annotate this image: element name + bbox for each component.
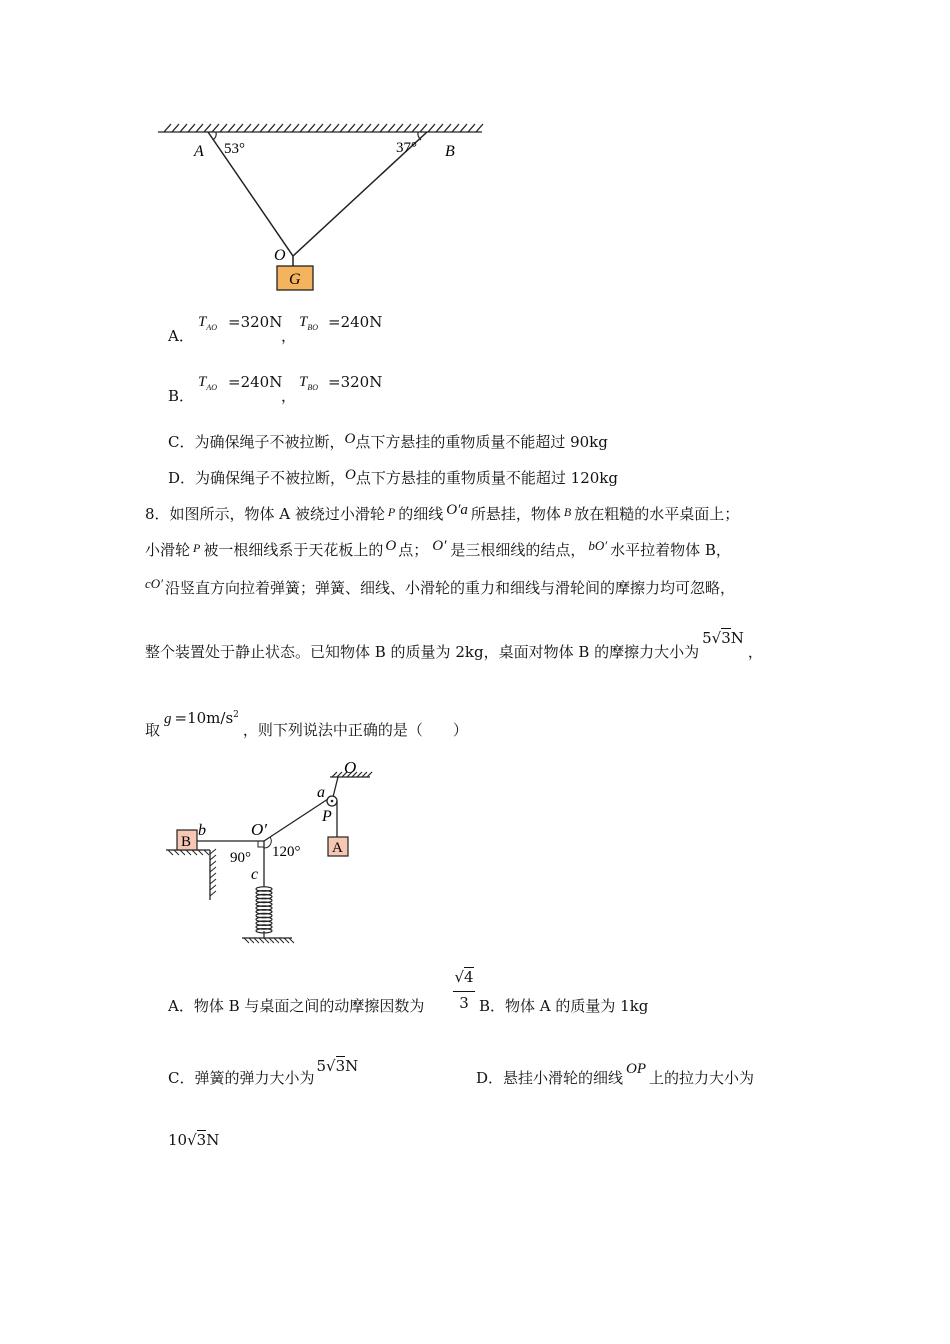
label-b: B — [445, 143, 455, 160]
hatch-line — [168, 850, 173, 855]
q8-l4-coef: 5 — [702, 629, 712, 647]
q8-l5-g: g — [164, 711, 172, 727]
q8-c-text: C．弹簧的弹力大小为 — [168, 1069, 315, 1087]
figure-2-pulley-diagram — [160, 755, 390, 945]
hatch-line — [356, 124, 363, 132]
hatch-line — [260, 124, 267, 132]
q8-l1-c: 所悬挂，物体 — [470, 505, 561, 523]
sqrt-sign: √ — [711, 629, 722, 647]
q8-l1-a: 8．如图所示，物体 A 被绕过小滑轮 — [145, 505, 385, 523]
q7-a-t2-sub: BO — [307, 323, 319, 332]
sqrt-sign-c: √ — [326, 1057, 336, 1075]
q8-c-rad: 3 — [335, 1057, 346, 1075]
q8-l5-formula — [164, 709, 239, 727]
q8-l2-o2: O′ — [432, 538, 447, 554]
hatch-line — [340, 124, 347, 132]
hatch-line — [348, 124, 355, 132]
hatch-line — [274, 938, 279, 943]
hatch-line — [164, 124, 171, 132]
q8-a-text: A．物体 B 与桌面之间的动摩擦因数为 — [168, 997, 425, 1015]
q7-b-t2-letter: T — [299, 374, 308, 390]
hatch-line — [316, 124, 323, 132]
q8-c-coef: 5 — [316, 1057, 327, 1075]
rope-ao — [208, 132, 293, 256]
q7-b-v2: =320N — [328, 373, 383, 391]
hatch-line — [396, 124, 403, 132]
q8-option-d — [476, 1061, 755, 1089]
hatch-line — [210, 873, 216, 878]
angle-arc-b — [418, 132, 421, 140]
hatch-line — [436, 124, 443, 132]
hatch-line — [210, 861, 216, 866]
q8-a-denominator: 3 — [459, 994, 469, 1012]
q8-l4-rad: 3 — [721, 629, 731, 647]
hatch-line — [468, 124, 475, 132]
hatch-line — [412, 124, 419, 132]
q8-l2-e: 水平拉着物体 B， — [610, 541, 731, 559]
hatch-line — [364, 124, 371, 132]
q8-option-c — [168, 1057, 359, 1088]
hatch-line — [332, 124, 339, 132]
fig2-label-o: O — [344, 758, 357, 777]
q8-b-text: B．物体 A 的质量为 1kg — [479, 997, 649, 1015]
q7-a-v2: =240N — [328, 313, 383, 331]
hatch-line — [264, 938, 269, 943]
q8-l5-b: ，则下列说法中正确的是（ ） — [242, 721, 468, 739]
hatch-line — [204, 124, 211, 132]
q8-l2-a: 小滑轮 — [145, 541, 191, 559]
q7-b-v1: =240N — [228, 373, 283, 391]
q8-l1-bb: B — [563, 505, 572, 519]
hatch-line — [420, 124, 427, 132]
hatch-line — [292, 124, 299, 132]
label-o: O — [274, 247, 286, 264]
q8-option-b — [479, 996, 648, 1016]
q8-line-1 — [145, 504, 739, 525]
fig2-label-p: P — [322, 808, 332, 825]
sqrt-sign-a: √ — [454, 968, 464, 986]
q7-option-c — [168, 432, 608, 453]
hatch-line — [332, 772, 337, 777]
fig2-label-oprime: O′ — [251, 820, 267, 839]
fig2-box-b-label: B — [181, 834, 192, 850]
hatch-line — [236, 124, 243, 132]
hatch-line — [204, 850, 209, 855]
q7-d-o: O — [345, 467, 356, 483]
q7-c-rest: 点下方悬挂的重物质量不能超过 90kg — [355, 433, 608, 451]
q8-l4-end: ， — [747, 643, 763, 661]
hatch-line — [172, 124, 179, 132]
q7-b-t1-letter: T — [198, 374, 207, 390]
hatch-line — [180, 850, 185, 855]
hatch-line — [198, 850, 203, 855]
hatch-line — [444, 124, 451, 132]
hatch-line — [210, 849, 216, 854]
fig2-label-c: c — [251, 866, 259, 883]
q8-l3-co: cO′ — [145, 576, 164, 591]
q8-l4-unit: N — [730, 629, 744, 647]
hatch-line — [268, 124, 275, 132]
q7-a-t2 — [299, 312, 318, 334]
line-op — [333, 777, 338, 797]
label-a: A — [194, 143, 204, 160]
hatch-line — [284, 938, 289, 943]
hatch-line — [372, 124, 379, 132]
q7-a-sep: ， — [281, 327, 297, 345]
q8-a-numerator — [451, 968, 477, 986]
q8-l2-o: O — [385, 538, 397, 554]
angle-a: 53° — [224, 141, 245, 157]
hatch-line — [196, 124, 203, 132]
q8-c-unit: N — [345, 1057, 359, 1075]
q7-d-prefix: D．为确保绳子不被拉断， — [168, 469, 346, 487]
figure-1-rope-diagram — [150, 118, 490, 298]
q7-a-t1-sub: AO — [206, 323, 218, 332]
angle-b: 37° — [396, 140, 417, 156]
q8-l5-exp: 2 — [233, 710, 239, 720]
hatch-line — [212, 124, 219, 132]
q8-option-a — [168, 996, 424, 1016]
q8-l2-d: 是三根细线的结点， — [450, 541, 586, 559]
hatch-line — [367, 772, 372, 777]
ceiling — [158, 124, 483, 132]
q7-b-sep: ， — [281, 387, 297, 405]
hatch-line — [188, 124, 195, 132]
q8-a-num-rad: 4 — [464, 968, 474, 986]
q7-d-rest: 点下方悬挂的重物质量不能超过 120kg — [355, 469, 618, 487]
hatch-line — [460, 124, 467, 132]
hatch-line — [388, 124, 395, 132]
q7-b-t1 — [198, 372, 217, 394]
q8-l1-b: 的细线 — [398, 505, 444, 523]
hatch-line — [180, 124, 187, 132]
q7-c-o: O — [344, 431, 356, 447]
hatch-line — [174, 850, 179, 855]
q8-l2-bo: bO′ — [588, 538, 608, 553]
q8-l3-a: 沿竖直方向拉着弹簧；弹簧、细线、小滑轮的重力和细线与滑轮间的摩擦力均可忽略， — [165, 579, 736, 597]
q7-b-t2 — [299, 372, 318, 394]
hatch-line — [404, 124, 411, 132]
q8-d-rad: 3 — [196, 1131, 207, 1149]
q8-d-text: D．悬挂小滑轮的细线 — [476, 1069, 624, 1087]
hatch-line — [269, 938, 274, 943]
q8-d-op: OP — [626, 1061, 647, 1077]
q8-l1-d: 放在粗糙的水平桌面上； — [574, 505, 740, 523]
fig2-angle-120: 120° — [272, 844, 301, 860]
q7-b-prefix: B． — [168, 387, 195, 405]
hatch-line — [186, 850, 191, 855]
hatch-line — [210, 855, 216, 860]
q8-line-2 — [145, 540, 731, 561]
q7-c-prefix: C．为确保绳子不被拉断， — [168, 433, 345, 451]
q8-a-fraction — [451, 968, 477, 1012]
hatch-line — [428, 124, 435, 132]
q7-a-prefix: A． — [168, 327, 194, 345]
q8-l4-a: 整个装置处于静止状态。已知物体 B 的质量为 2kg，桌面对物体 B 的摩擦力大小为 — [145, 643, 700, 661]
q8-c-value — [316, 1057, 358, 1075]
hatch-line — [210, 891, 216, 896]
q8-l2-b: 被一根细线系于天花板上的 — [203, 541, 384, 559]
q7-b-t1-sub: AO — [206, 383, 218, 392]
spring — [256, 887, 272, 938]
q7-a-v1: =320N — [228, 313, 283, 331]
q7-a-t2-letter: T — [299, 314, 308, 330]
hatch-line — [252, 124, 259, 132]
q8-l2-p: P — [193, 541, 201, 555]
q8-l1-oa: O′a — [446, 502, 468, 518]
hatch-line — [289, 938, 294, 943]
q8-line-3 — [145, 578, 735, 599]
hatch-line — [300, 124, 307, 132]
right-angle-mark — [258, 841, 264, 847]
hatch-line — [452, 124, 459, 132]
q8-d-unit: N — [206, 1131, 220, 1149]
hatch-line — [259, 938, 264, 943]
hatch-line — [210, 867, 216, 872]
q8-option-d-continued — [168, 1130, 219, 1150]
hatch-line — [249, 938, 254, 943]
q8-line-5 — [145, 709, 468, 741]
hatch-line — [284, 124, 291, 132]
hatch-line — [210, 885, 216, 890]
sqrt-sign-d: √ — [187, 1131, 197, 1149]
hatch-line — [244, 938, 249, 943]
label-g: G — [289, 271, 301, 288]
fraction-bar — [453, 991, 475, 992]
pulley-axle — [331, 800, 334, 803]
q8-l1-p: P — [387, 505, 396, 519]
q7-b-t2-sub: BO — [307, 383, 319, 392]
hatch-line — [228, 124, 235, 132]
rope-oprime-a — [264, 799, 328, 841]
q7-a-t1-letter: T — [198, 314, 207, 330]
q8-line-4 — [145, 629, 763, 662]
q8-l5-eq: =10m/s — [174, 709, 234, 727]
hatch-line — [362, 772, 367, 777]
q7-a-t1 — [198, 312, 217, 334]
hatch-line — [324, 124, 331, 132]
hatch-line — [244, 124, 251, 132]
hatch-line — [380, 124, 387, 132]
fig2-box-a-label: A — [332, 840, 343, 856]
hatch-line — [357, 772, 362, 777]
q8-d-coef: 10 — [168, 1131, 188, 1149]
hatch-line — [279, 938, 284, 943]
q8-l2-c: 点； — [398, 541, 429, 559]
q8-l5-a: 取 — [145, 721, 161, 739]
hatch-line — [220, 124, 227, 132]
q7-option-d — [168, 468, 618, 489]
hatch-line — [254, 938, 259, 943]
hatch-line — [337, 772, 342, 777]
hatch-line — [210, 879, 216, 884]
hatch-line — [192, 850, 197, 855]
hatch-line — [476, 124, 483, 132]
hatch-line — [308, 124, 315, 132]
q8-l4-value — [702, 629, 744, 647]
fig2-angle-90: 90° — [230, 850, 251, 866]
hatch-line — [276, 124, 283, 132]
q8-d-rest: 上的拉力大小为 — [649, 1069, 755, 1087]
fig2-label-a-small: a — [317, 784, 325, 801]
fig2-label-b: b — [198, 822, 206, 839]
